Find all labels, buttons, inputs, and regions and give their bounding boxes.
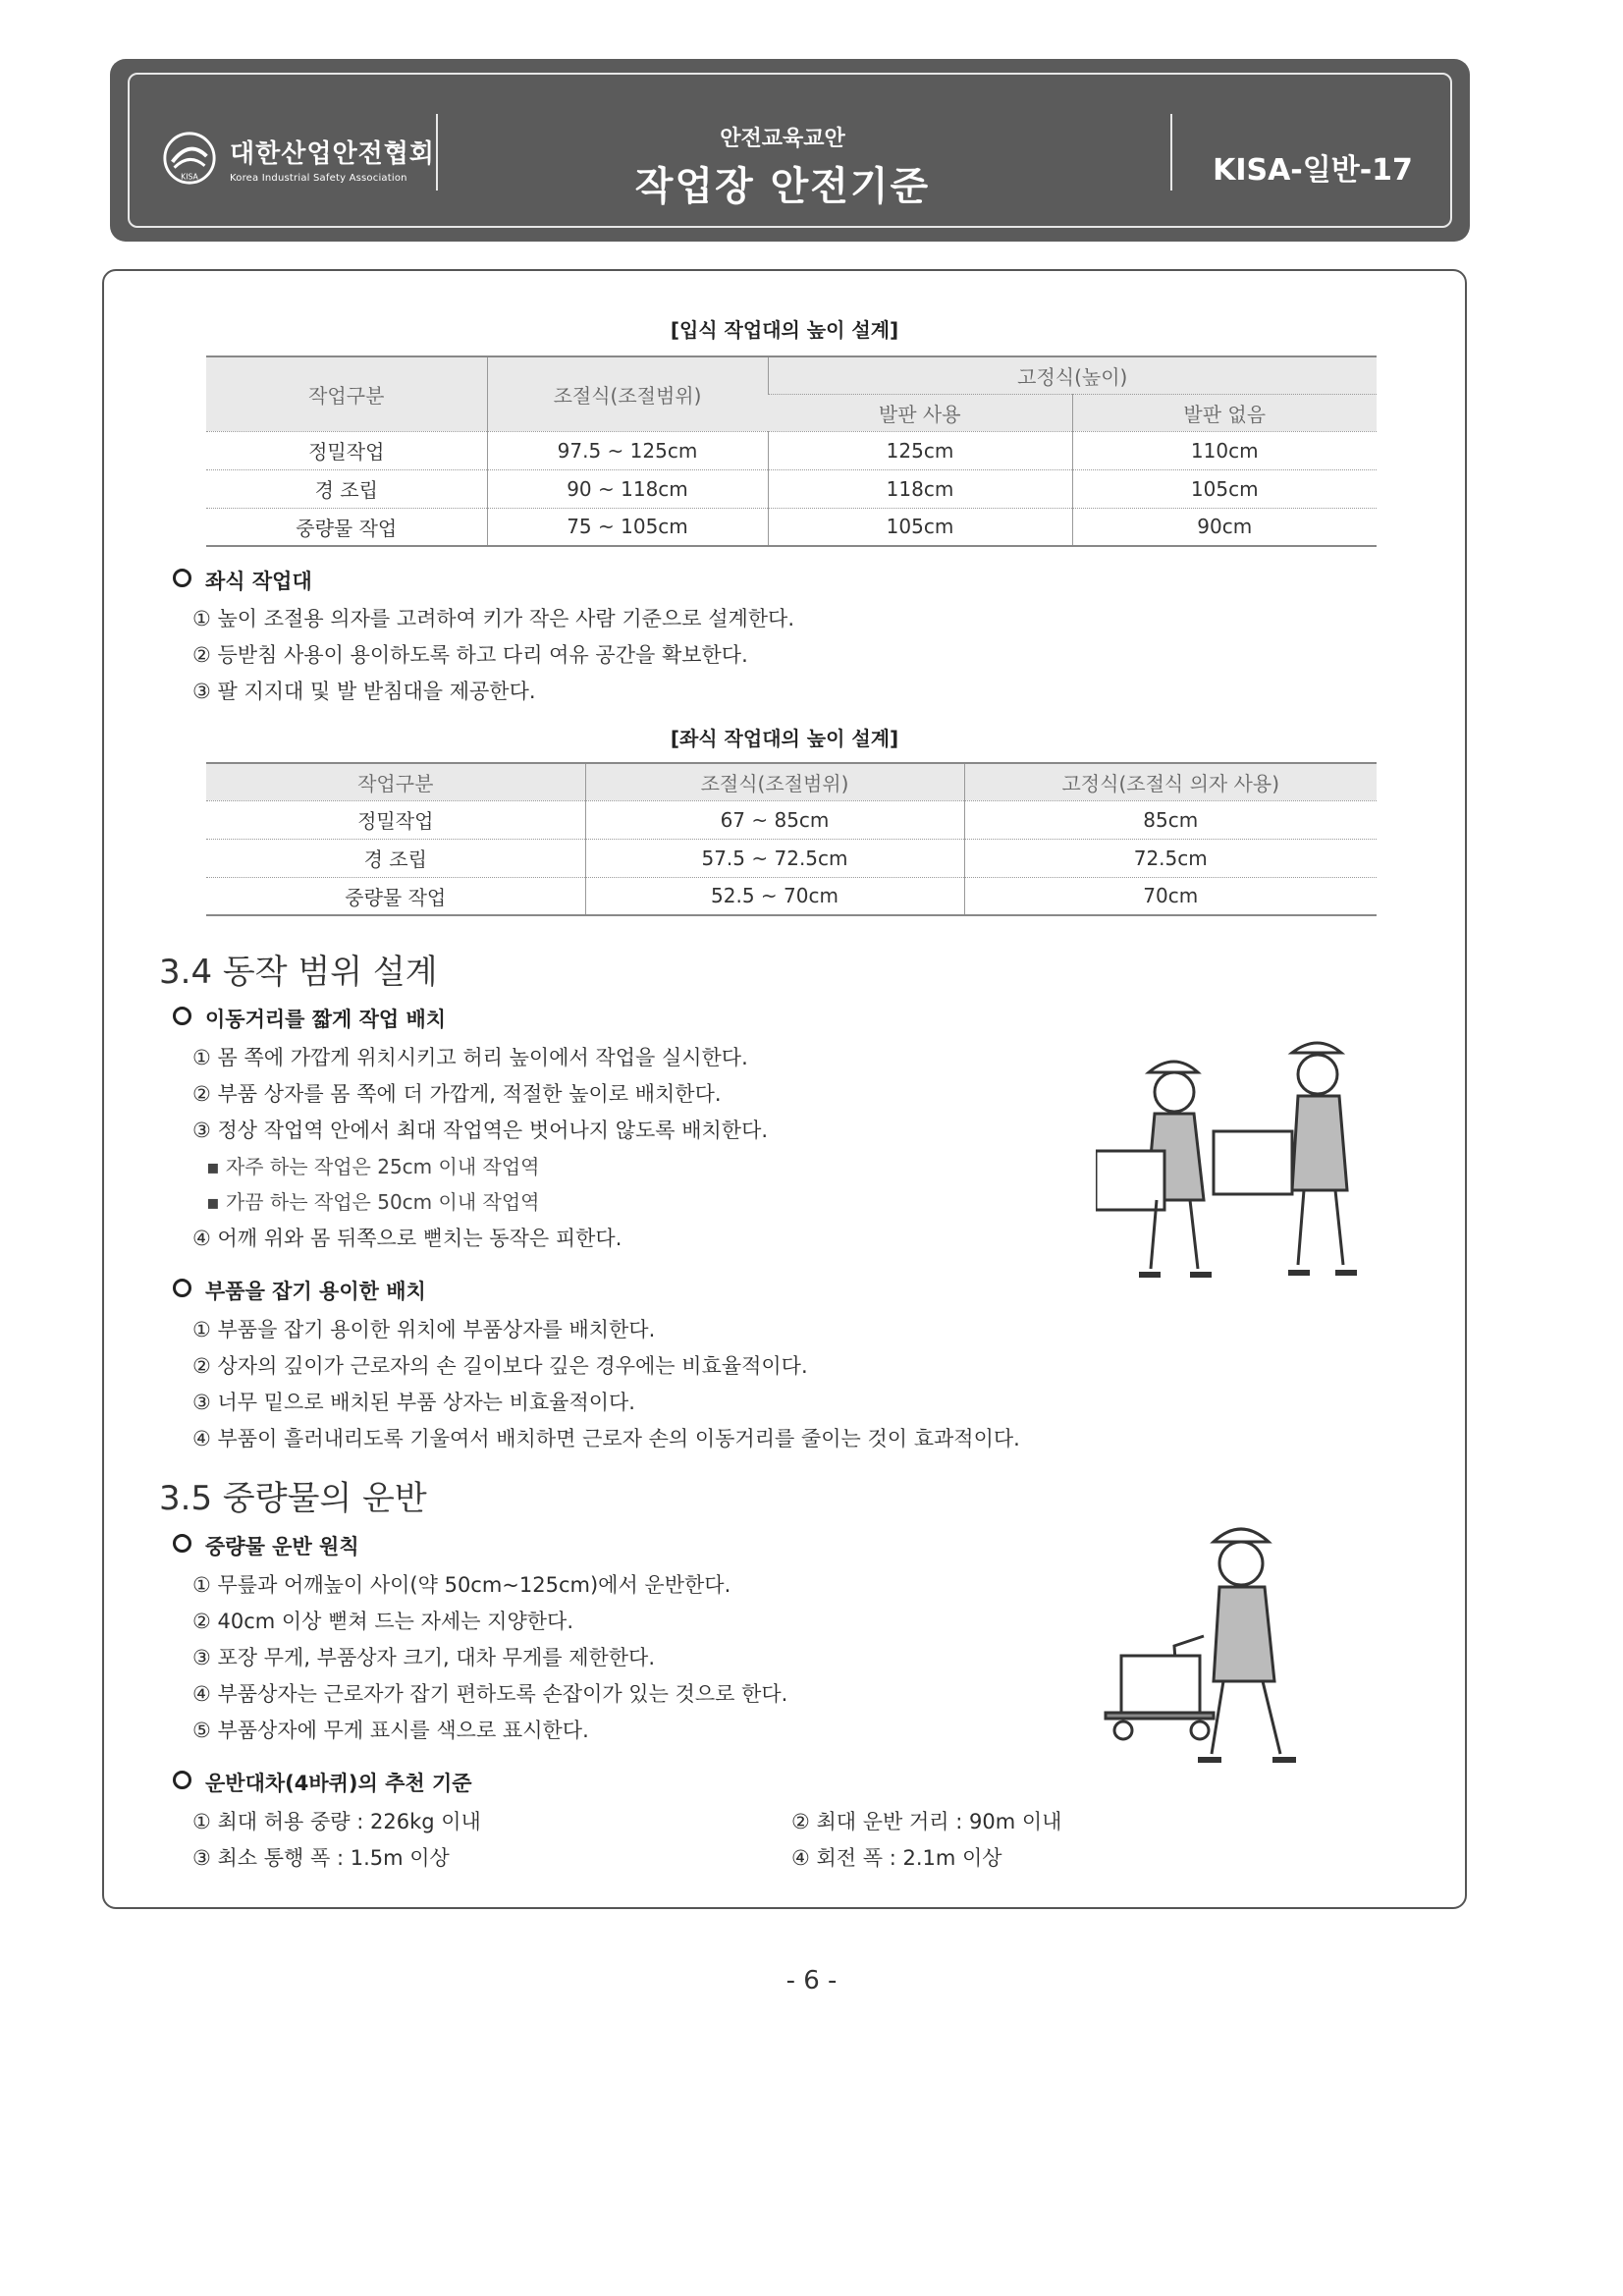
list-item: ① 부품을 잡기 용이한 위치에 부품상자를 배치한다.	[192, 1318, 656, 1341]
list-item: ① 최대 허용 중량 : 226kg 이내	[192, 1810, 481, 1833]
kisa-logo	[161, 130, 435, 187]
table-row	[206, 800, 1377, 839]
header-divider	[1170, 114, 1172, 191]
bullet-heading: 중량물 운반 원칙	[173, 1531, 359, 1560]
table-cell: 경 조립	[206, 839, 585, 877]
document-subtitle: 안전교육교안	[720, 127, 845, 151]
header-cell: 작업구분	[206, 763, 585, 800]
table-cell: 105cm	[1072, 469, 1377, 508]
table-cell: 90 ~ 118cm	[487, 469, 768, 508]
document-header	[110, 59, 1470, 242]
table-row	[206, 431, 1377, 469]
list-item: ② 40cm 이상 뻗쳐 드는 자세는 지양한다.	[192, 1610, 573, 1633]
list-item: ④ 회전 폭 : 2.1m 이상	[791, 1846, 1002, 1870]
circle-bullet-icon	[173, 569, 191, 587]
header-border	[128, 73, 1452, 228]
table-cell: 경 조립	[206, 469, 487, 508]
list-item: ② 최대 운반 거리 : 90m 이내	[791, 1810, 1062, 1833]
list-item: ① 무릎과 어깨높이 사이(약 50cm~125cm)에서 운반한다.	[192, 1573, 731, 1597]
list-item: ③ 포장 무게, 부품상자 크기, 대차 무게를 제한한다.	[192, 1646, 656, 1669]
seated-heading: 좌식 작업대	[173, 566, 312, 595]
table-cell: 118cm	[768, 469, 1072, 508]
standing-table-caption: [입식 작업대의 높이 설계]	[670, 318, 899, 342]
page-number: - 6 -	[785, 1966, 838, 1995]
list-item: ② 상자의 깊이가 근로자의 손 길이보다 깊은 경우에는 비효율적이다.	[192, 1354, 808, 1378]
list-item: ⑤ 부품상자에 무게 표시를 색으로 표시한다.	[192, 1719, 589, 1742]
table-cell: 70cm	[964, 877, 1377, 915]
bullet-heading: 부품을 잡기 용이한 배치	[173, 1276, 426, 1305]
circle-bullet-icon	[173, 1279, 191, 1297]
workers-carrying-boxes-illustration	[1096, 1033, 1410, 1288]
document-title: 작업장 안전기준	[634, 164, 931, 209]
table-cell: 중량물 작업	[206, 877, 585, 915]
document-code: KISA-일반-17	[1213, 153, 1413, 188]
section-title-3-5: 3.5 중량물의 운반	[159, 1479, 427, 1518]
table-cell: 67 ~ 85cm	[585, 800, 964, 839]
list-item: ① 높이 조절용 의자를 고려하여 키가 작은 사람 기준으로 설계한다.	[192, 607, 795, 630]
table-row	[206, 839, 1377, 877]
list-item: ③ 최소 통행 폭 : 1.5m 이상	[192, 1846, 450, 1870]
table-row	[206, 877, 1377, 915]
table-row	[206, 469, 1377, 508]
sub-item: ▪ 가끔 하는 작업은 50cm 이내 작업역	[206, 1190, 540, 1214]
table-cell: 97.5 ~ 125cm	[487, 431, 768, 469]
kisa-logo-icon	[161, 130, 218, 187]
content-frame	[102, 269, 1467, 1909]
header-cell: 고정식(조절식 의자 사용)	[964, 763, 1377, 800]
sub-item: ▪ 자주 하는 작업은 25cm 이내 작업역	[206, 1155, 540, 1178]
table-cell: 중량물 작업	[206, 508, 487, 546]
list-item: ④ 부품이 흘러내리도록 기울여서 배치하면 근로자 손의 이동거리를 줄이는 것이 효과적이다.	[192, 1427, 1020, 1450]
header-cell: 발판 없음	[1072, 394, 1377, 431]
table-cell: 정밀작업	[206, 800, 585, 839]
table-cell: 52.5 ~ 70cm	[585, 877, 964, 915]
list-item: ② 등받침 사용이 용이하도록 하고 다리 여유 공간을 확보한다.	[192, 643, 748, 667]
list-item: ③ 너무 밑으로 배치된 부품 상자는 비효율적이다.	[192, 1391, 635, 1414]
circle-bullet-icon	[173, 1771, 191, 1789]
seated-table	[206, 762, 1377, 916]
bullet-heading: 이동거리를 짧게 작업 배치	[173, 1004, 446, 1033]
bullet-heading: 운반대차(4바퀴)의 추천 기준	[173, 1768, 472, 1797]
table-cell: 85cm	[964, 800, 1377, 839]
header-cell: 고정식(높이)	[768, 356, 1377, 394]
table-cell: 125cm	[768, 431, 1072, 469]
header-cell: 조절식(조절범위)	[487, 356, 768, 431]
standing-table	[206, 355, 1377, 547]
svg-text:KISA: KISA	[181, 172, 198, 182]
table-cell: 110cm	[1072, 431, 1377, 469]
list-item: ③ 팔 지지대 및 발 받침대을 제공한다.	[192, 680, 536, 703]
table-cell: 57.5 ~ 72.5cm	[585, 839, 964, 877]
list-item: ② 부품 상자를 몸 쪽에 더 가깝게, 적절한 높이로 배치한다.	[192, 1082, 722, 1106]
table-cell: 72.5cm	[964, 839, 1377, 877]
header-cell: 작업구분	[206, 356, 487, 431]
org-name-kr: 대한산업안전협회	[230, 138, 435, 169]
seated-table-caption: [좌식 작업대의 높이 설계]	[670, 727, 899, 750]
header-cell: 발판 사용	[768, 394, 1072, 431]
table-row	[206, 508, 1377, 546]
table-cell: 90cm	[1072, 508, 1377, 546]
table-cell: 정밀작업	[206, 431, 487, 469]
list-item: ① 몸 쪽에 가깝게 위치시키고 허리 높이에서 작업을 실시한다.	[192, 1046, 748, 1069]
table-cell: 105cm	[768, 508, 1072, 546]
table-cell: 75 ~ 105cm	[487, 508, 768, 546]
section-title-3-4: 3.4 동작 범위 설계	[159, 953, 438, 992]
worker-pushing-cart-illustration	[1096, 1508, 1390, 1774]
list-item: ④ 어깨 위와 몸 뒤쪽으로 뻗치는 동작은 피한다.	[192, 1227, 622, 1250]
header-cell: 조절식(조절범위)	[585, 763, 964, 800]
header-divider	[436, 114, 438, 191]
list-item: ③ 정상 작업역 안에서 최대 작업역은 벗어나지 않도록 배치한다.	[192, 1119, 769, 1142]
org-name-en: Korea Industrial Safety Association	[230, 172, 407, 184]
circle-bullet-icon	[173, 1534, 191, 1553]
circle-bullet-icon	[173, 1007, 191, 1025]
list-item: ④ 부품상자는 근로자가 잡기 편하도록 손잡이가 있는 것으로 한다.	[192, 1682, 788, 1706]
